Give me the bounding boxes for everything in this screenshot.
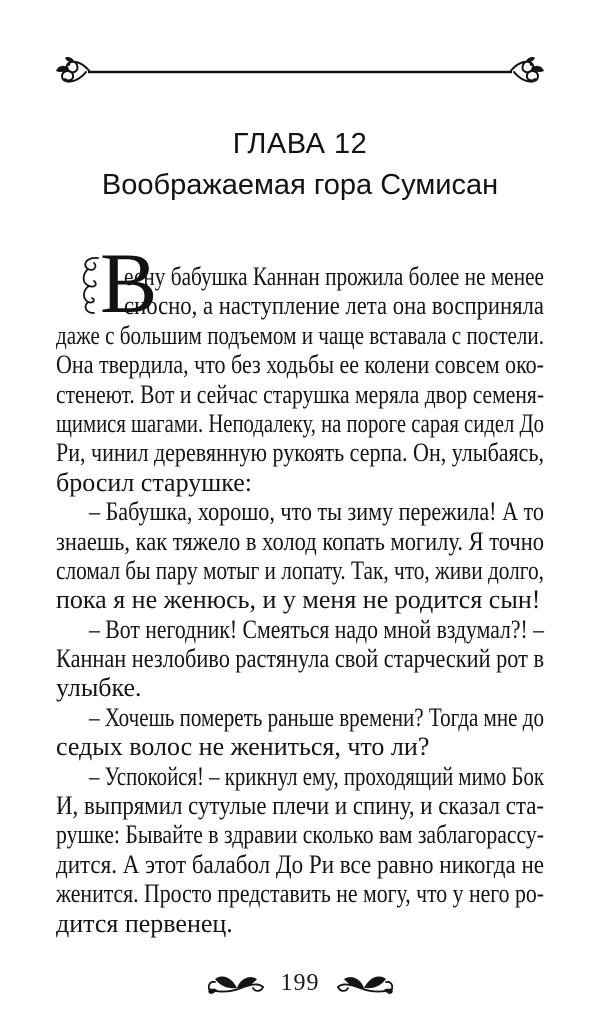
text-line: стенеют. Вот и сейчас старушка меряла двор семеня- (56, 379, 544, 409)
text-line: сломал бы пару мотыг и лопату. Так, что, живи долго, (56, 555, 544, 585)
text-line: – Успокойся! – крикнул ему, проходящий мимо Бок (89, 761, 544, 791)
body-text (56, 235, 544, 938)
chapter-heading (56, 124, 544, 206)
text-line: дится первенец. (56, 908, 233, 938)
text-line: – Хочешь помереть раньше времени? Тогда мне до (89, 702, 544, 732)
text-line: Каннан незлобиво растянула свой старческий рот в (56, 644, 544, 674)
paragraph (56, 497, 544, 615)
text-line: И, выпрямил сутулые плечи и спину, и сказал ста- (56, 791, 544, 821)
header-ornament (56, 56, 544, 86)
text-line: седых волос не жениться, что ли? (56, 732, 430, 762)
paragraph (56, 615, 544, 703)
text-line: пока я не женюсь, и у меня не родится сын! (56, 585, 541, 615)
text-line: Ри, чинил деревянную рукоять серпа. Он, улыбаясь, (56, 438, 544, 468)
text-line: Она твердила, что без ходьбы ее колени совсем око- (56, 350, 544, 380)
paragraph (56, 762, 544, 938)
paragraph (56, 235, 544, 497)
text-line: – Вот негодник! Смеяться надо мной вздумал?! – (89, 614, 544, 644)
page-footer (0, 968, 600, 998)
chapter-number: ГЛАВА 12 (232, 128, 368, 160)
text-line: щимися шагами. Неподалеку, на пороге сарая сидел До (56, 408, 544, 438)
chapter-title: Воображаемая гора Сумисан (101, 169, 499, 201)
text-line: женится. Просто представить не могу, что у него ро- (56, 879, 544, 909)
text-line: – Бабушка, хорошо, что ты зиму пережила! А то (89, 497, 544, 527)
footer-leaf-flourish-left-icon (207, 970, 265, 996)
text-line: дится. А этот балабол До Ри все равно никогда не (56, 849, 544, 879)
text-line: бросил старушке: (56, 467, 252, 497)
text-line: есну бабушка Каннан прожила более не менее (124, 262, 544, 291)
text-line: рушке: Бывайте в здравии сколько вам заблагорассу- (56, 820, 544, 850)
paragraph (56, 703, 544, 762)
text-line: даже с большим подъемом и чаще вставала с постели. (56, 320, 544, 350)
drop-cap-letter: В (100, 235, 158, 331)
scroll-flourish-rule-icon (56, 56, 544, 86)
page-number: 199 (280, 970, 320, 996)
dropcap-vine-icon (80, 256, 102, 314)
text-line: знаешь, как тяжело в холод копать могилу. Я точно (56, 526, 544, 556)
text-line: улыбке. (56, 673, 142, 703)
footer-leaf-flourish-right-icon (336, 970, 394, 996)
text-line: сносно, а наступление лета она восприняла (124, 291, 544, 321)
